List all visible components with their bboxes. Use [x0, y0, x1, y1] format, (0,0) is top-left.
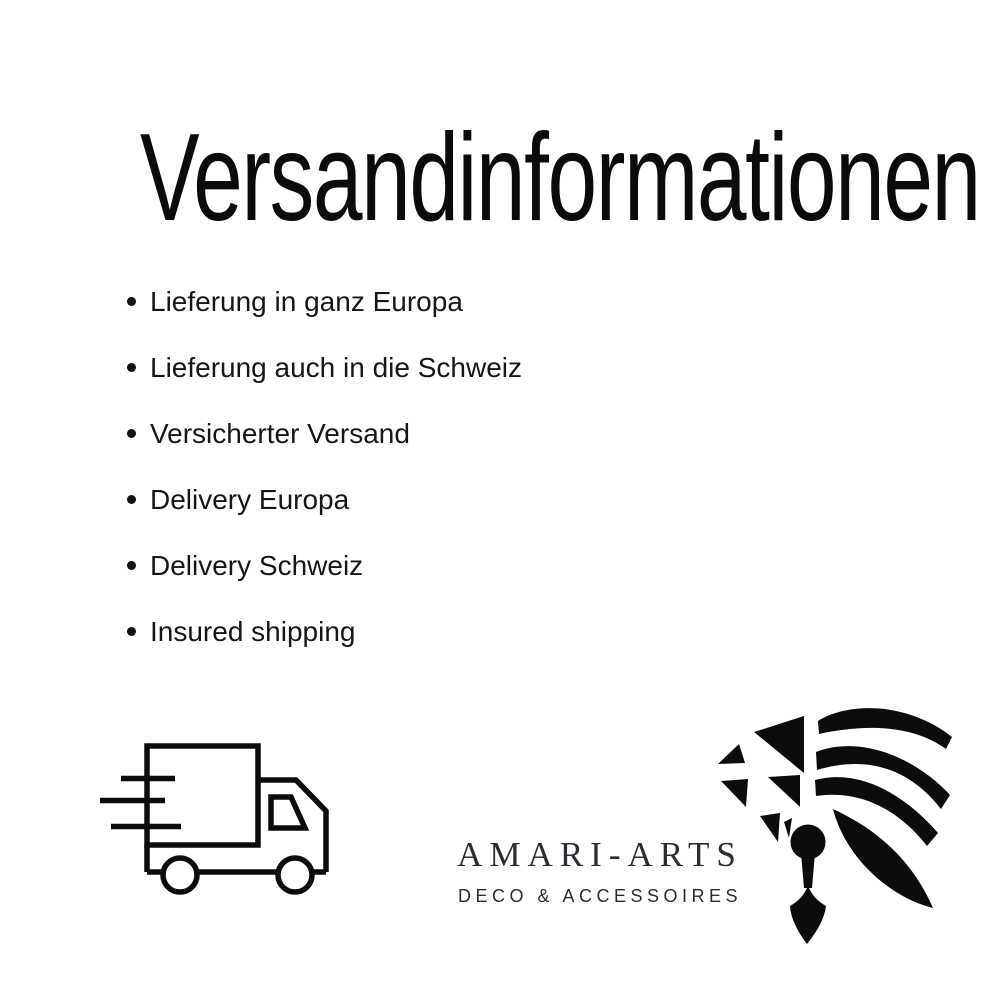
fast-delivery-truck-icon: [88, 733, 348, 908]
list-item: Versicherter Versand: [127, 419, 522, 448]
list-item: Insured shipping: [127, 617, 522, 646]
list-item: Delivery Schweiz: [127, 551, 522, 580]
brand-name: AMARI-ARTS: [457, 835, 743, 874]
shipping-list: [127, 287, 522, 683]
page-title: Versandinformationen: [140, 109, 980, 247]
brand-tagline: DECO & ACCESSOIRES: [457, 886, 743, 906]
list-item: Delivery Europa: [127, 485, 522, 514]
list-item: Lieferung auch in die Schweiz: [127, 353, 522, 382]
indian-headdress-logo-icon: [700, 695, 960, 955]
list-item: Lieferung in ganz Europa: [127, 287, 522, 316]
